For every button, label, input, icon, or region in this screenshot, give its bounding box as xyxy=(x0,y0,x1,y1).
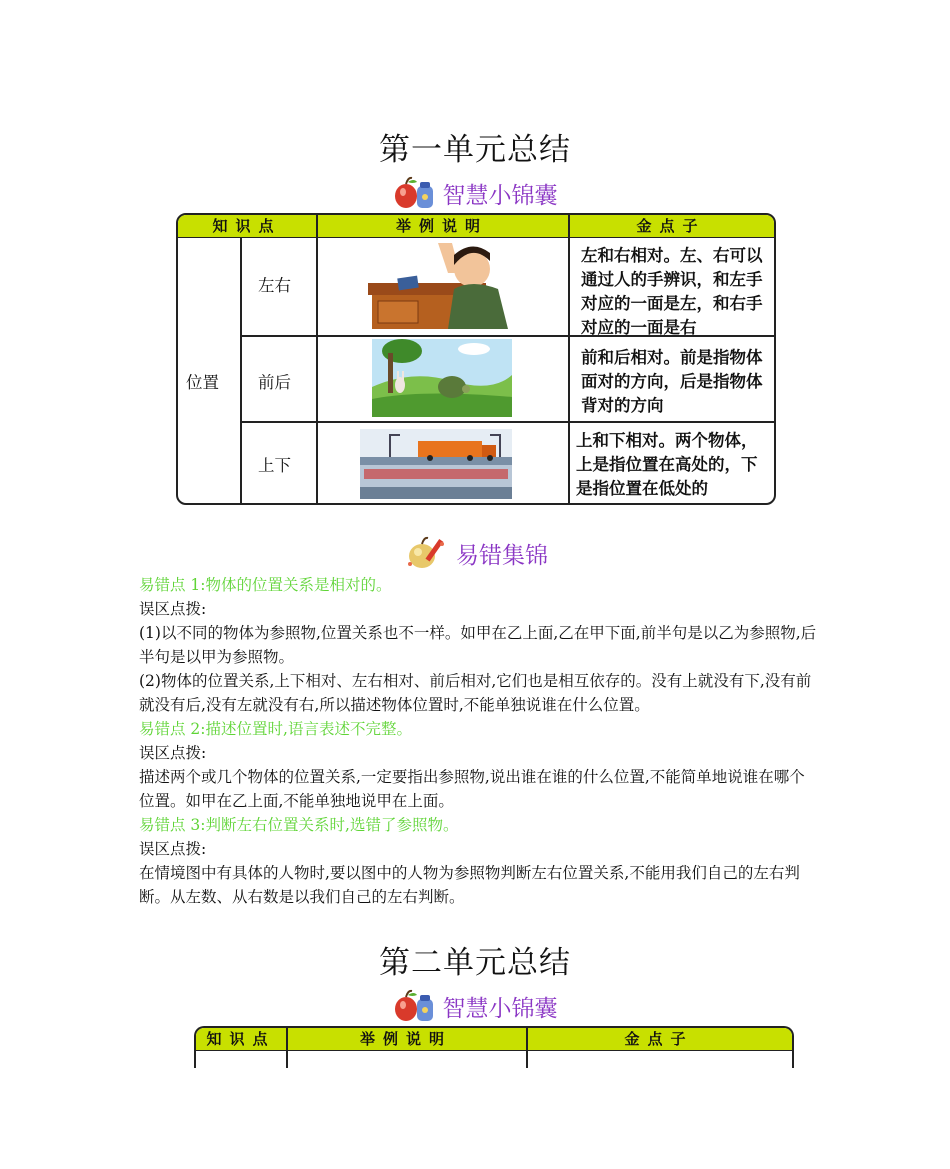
mistake-3-hint-label: 误区点拨: xyxy=(139,840,207,858)
unit1-wisdom-heading xyxy=(0,173,950,213)
row-front-back-name: 前后 xyxy=(258,373,291,392)
turtle-rabbit-illustration xyxy=(372,339,512,417)
mistake-2-title: 易错点 2:描述位置时,语言表述不完整。 xyxy=(139,720,412,738)
unit1-mistakes-body xyxy=(139,573,819,909)
unit2-title: 第二单元总结 xyxy=(379,945,571,981)
truck-on-bridge-illustration xyxy=(360,429,512,499)
category-position: 位置 xyxy=(186,373,219,392)
header-knowledge: 知识点 xyxy=(206,1030,276,1048)
mistake-1-title: 易错点 1:物体的位置关系是相对的。 xyxy=(139,576,392,594)
row-left-right-tip: 左和右相对。左、右可以通过人的手辨识，和左手对应的一面是左，和右手对应的一面是右 xyxy=(581,246,763,337)
header-example: 举例说明 xyxy=(359,1030,452,1048)
mistake-1-hint-label: 误区点拨: xyxy=(139,600,207,618)
unit1-mistakes-heading xyxy=(0,533,950,573)
header-knowledge: 知识点 xyxy=(212,217,282,235)
apple-pencil-icon xyxy=(402,534,450,572)
apple-bag-icon xyxy=(393,174,437,212)
unit1-wisdom-label: 智慧小锦囊 xyxy=(442,182,558,209)
row-up-down-name: 上下 xyxy=(258,456,291,475)
header-tip: 金点子 xyxy=(636,217,706,235)
unit1-title: 第一单元总结 xyxy=(379,132,571,168)
unit1-knowledge-table xyxy=(176,213,776,505)
mistake-2-hint-label: 误区点拨: xyxy=(139,744,207,762)
header-example: 举例说明 xyxy=(395,217,488,235)
mistake-2-paragraph-1: 描述两个或几个物体的位置关系,一定要指出参照物,说出谁在谁的什么位置,不能简单地说谁在哪个位置。如甲在乙上面,不能单独地说甲在上面。 xyxy=(139,768,805,810)
row-front-back-tip: 前和后相对。前是指物体面对的方向，后是指物体背对的方向 xyxy=(581,348,763,415)
unit2-wisdom-heading xyxy=(0,986,950,1026)
row-up-down-tip: 上和下相对。两个物体，上是指位置在高处的，下是指位置在低处的 xyxy=(576,431,758,498)
row-left-right-name: 左右 xyxy=(258,276,291,295)
mistake-3-paragraph-1: 在情境图中有具体的人物时,要以图中的人物为参照物判断左右位置关系,不能用我们自己的左右判断。从左数、从右数是以我们自己的左右判断。 xyxy=(139,864,800,906)
mistake-3-title: 易错点 3:判断左右位置关系时,选错了参照物。 xyxy=(139,816,459,834)
header-tip: 金点子 xyxy=(624,1030,694,1048)
unit2-wisdom-label: 智慧小锦囊 xyxy=(442,995,558,1022)
unit1-mistakes-label: 易错集锦 xyxy=(456,542,548,569)
unit2-knowledge-table xyxy=(194,1026,794,1068)
mistake-1-paragraph-1: (1)以不同的物体为参照物,位置关系也不一样。如甲在乙上面,乙在甲下面,前半句是以乙为参照物,后半句是以甲为参照物。 xyxy=(139,624,817,666)
boy-raising-hand-illustration xyxy=(368,243,518,329)
mistake-1-paragraph-2: (2)物体的位置关系,上下相对、左右相对、前后相对,它们也是相互依存的。没有上就没有下,没有前就没有后,没有左就没有右,所以描述物体位置时,不能单独说谁在什么位置。 xyxy=(139,672,812,714)
apple-bag-icon xyxy=(393,987,437,1025)
